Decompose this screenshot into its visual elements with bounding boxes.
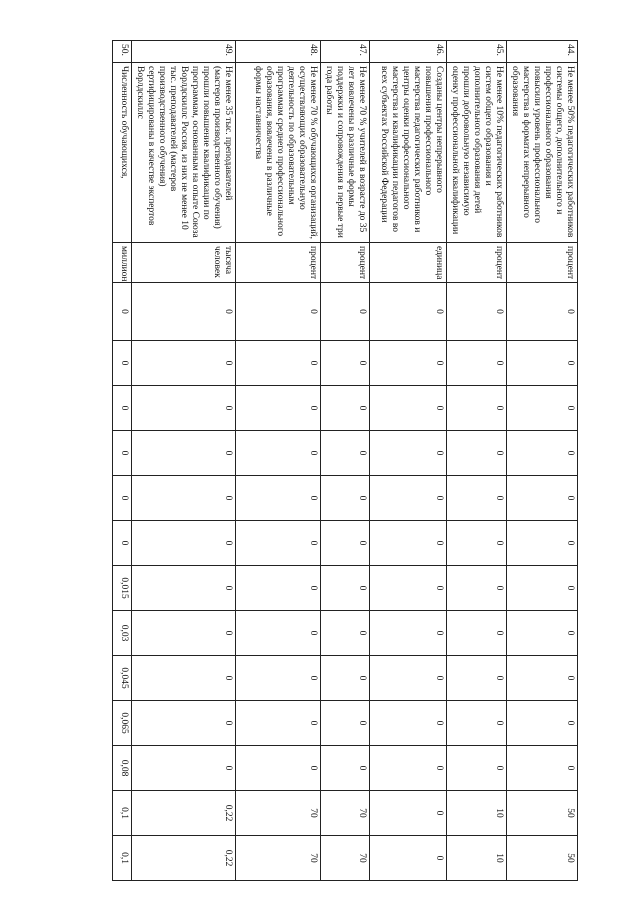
value-cell: 0: [507, 283, 578, 341]
indicator-text: Не менее 10% педагогических работников систем общего образования и дополнительного образования детей прошли добровольную независимую оценку профессиональной квалификации: [447, 63, 507, 243]
value-cell: 0: [507, 656, 578, 701]
value-cell: 0: [321, 746, 370, 791]
row-number: 49.: [132, 41, 236, 63]
value-cell: 0: [507, 521, 578, 566]
value-cell: 70: [236, 836, 321, 881]
value-cell: 0: [370, 566, 447, 611]
value-cell: 0,22: [132, 791, 236, 836]
value-cell: 0: [447, 521, 507, 566]
value-cell: 0: [113, 283, 132, 341]
value-cell: 0: [370, 283, 447, 341]
table-row: [321, 41, 370, 881]
value-cell: 0: [507, 566, 578, 611]
unit-cell: миллион: [113, 243, 132, 283]
table-row: [132, 41, 236, 881]
value-cell: 0: [507, 476, 578, 521]
value-cell: 0: [236, 341, 321, 386]
indicators-table: [112, 40, 578, 881]
value-cell: 0: [447, 566, 507, 611]
value-cell: 0: [132, 566, 236, 611]
row-number: 46.: [370, 41, 447, 63]
value-cell: 0: [447, 611, 507, 656]
row-number: 50.: [113, 41, 132, 63]
value-cell: 0: [113, 431, 132, 476]
value-cell: 0: [321, 566, 370, 611]
value-cell: 0: [132, 283, 236, 341]
value-cell: 0,08: [113, 746, 132, 791]
value-cell: 0: [507, 431, 578, 476]
value-cell: 0: [370, 386, 447, 431]
row-number: 48.: [236, 41, 321, 63]
indicator-text: Не менее 70 % учителей в возрасте до 35 лет вовлечены в различные формы поддержки и сопровождения в первые три года работы: [321, 63, 370, 243]
row-number: 47.: [321, 41, 370, 63]
value-cell: 0,1: [113, 836, 132, 881]
value-cell: 0: [370, 431, 447, 476]
value-cell: 0: [236, 431, 321, 476]
value-cell: 0: [370, 521, 447, 566]
value-cell: 0: [236, 521, 321, 566]
value-cell: 0: [370, 836, 447, 881]
value-cell: 0: [507, 386, 578, 431]
value-cell: 0: [321, 283, 370, 341]
value-cell: 0: [132, 611, 236, 656]
unit-cell: процент: [507, 243, 578, 283]
value-cell: 0: [236, 701, 321, 746]
value-cell: 0: [370, 341, 447, 386]
table-row: [447, 41, 507, 881]
value-cell: 0: [447, 656, 507, 701]
value-cell: 50: [507, 791, 578, 836]
value-cell: 0: [113, 341, 132, 386]
value-cell: 0: [132, 701, 236, 746]
value-cell: 0: [370, 656, 447, 701]
indicator-text: Не менее 35 тыс. преподавателей (мастеров производственного обучения) прошли повышение квалификации по программам, основанным на опыте Союза Ворлдскиллс Россия, из них не менее 10 тыс. преподавателей (мастеров производственного обучения) сертифицированы в качестве экспертов Ворлдскиллс: [132, 63, 236, 243]
value-cell: 70: [236, 791, 321, 836]
value-cell: 0: [370, 701, 447, 746]
row-number: 44.: [507, 41, 578, 63]
value-cell: 0: [113, 476, 132, 521]
value-cell: 0,03: [113, 611, 132, 656]
value-cell: 10: [447, 836, 507, 881]
value-cell: 0,015: [113, 566, 132, 611]
value-cell: 0: [321, 476, 370, 521]
value-cell: 50: [507, 836, 578, 881]
value-cell: 0: [132, 386, 236, 431]
value-cell: 0: [507, 341, 578, 386]
value-cell: 0: [370, 746, 447, 791]
value-cell: 0: [321, 341, 370, 386]
value-cell: 0: [321, 611, 370, 656]
value-cell: 0: [132, 476, 236, 521]
value-cell: 0: [236, 656, 321, 701]
value-cell: 0: [113, 386, 132, 431]
unit-cell: единица: [370, 243, 447, 283]
value-cell: 0: [236, 611, 321, 656]
table-row: [370, 41, 447, 881]
unit-cell: процент: [321, 243, 370, 283]
value-cell: 0: [113, 521, 132, 566]
value-cell: 0: [507, 611, 578, 656]
value-cell: 70: [321, 791, 370, 836]
value-cell: 0: [370, 476, 447, 521]
indicator-text: Созданы центры непрерывного повышения профессионального мастерства педагогических работников и центры оценки профессионального мастерства и квалификации педагогов во всех субъектах Российской Федерации: [370, 63, 447, 243]
value-cell: 0: [236, 386, 321, 431]
value-cell: 0,1: [113, 791, 132, 836]
value-cell: 0: [236, 566, 321, 611]
value-cell: 0: [236, 476, 321, 521]
unit-cell: тысяча человек: [132, 243, 236, 283]
value-cell: 0: [236, 746, 321, 791]
unit-cell: процент: [447, 243, 507, 283]
value-cell: 0: [447, 341, 507, 386]
value-cell: 0: [132, 431, 236, 476]
value-cell: 0: [447, 701, 507, 746]
value-cell: 10: [447, 791, 507, 836]
value-cell: 0: [370, 791, 447, 836]
table-row: [236, 41, 321, 881]
table-body: [113, 41, 578, 881]
value-cell: 0: [132, 521, 236, 566]
value-cell: 0,22: [132, 836, 236, 881]
value-cell: 0,065: [113, 701, 132, 746]
value-cell: 0: [507, 701, 578, 746]
value-cell: 0: [236, 283, 321, 341]
value-cell: 0: [507, 746, 578, 791]
value-cell: 0,045: [113, 656, 132, 701]
value-cell: 0: [132, 746, 236, 791]
value-cell: 0: [132, 341, 236, 386]
value-cell: 70: [321, 836, 370, 881]
value-cell: 0: [447, 386, 507, 431]
value-cell: 0: [321, 701, 370, 746]
value-cell: 0: [447, 431, 507, 476]
indicator-text: Численность обучающихся,: [113, 63, 132, 243]
unit-cell: процент: [236, 243, 321, 283]
value-cell: 0: [321, 431, 370, 476]
value-cell: 0: [321, 656, 370, 701]
value-cell: 0: [321, 521, 370, 566]
value-cell: 0: [447, 476, 507, 521]
value-cell: 0: [321, 386, 370, 431]
value-cell: 0: [132, 656, 236, 701]
indicator-text: Не менее 50% педагогических работников системы общего, дополнительного и профессионального образования повысили уровень профессионального мастерства в форматах непрерывного образования: [507, 63, 578, 243]
indicator-text: Не менее 70 % обучающихся организаций, осуществляющих образовательную деятельность по образовательным программам среднего профессионального образования, вовлечены в различные формы наставничества: [236, 63, 321, 243]
value-cell: 0: [447, 283, 507, 341]
row-number: 45.: [447, 41, 507, 63]
value-cell: 0: [370, 611, 447, 656]
table-row: [113, 41, 132, 881]
table-row: [507, 41, 578, 881]
value-cell: 0: [447, 746, 507, 791]
